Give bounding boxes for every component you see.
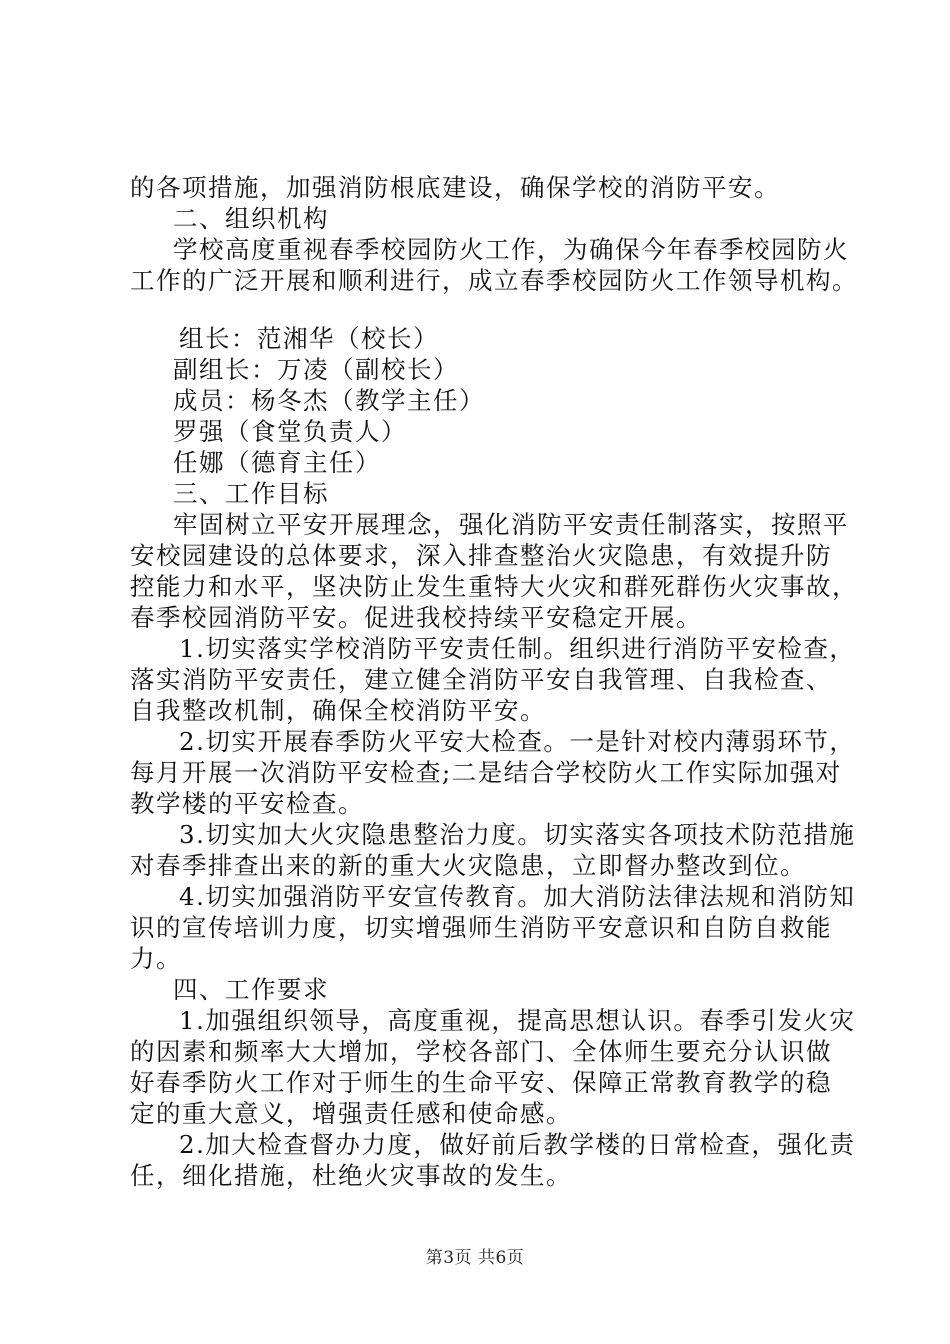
text-line: 对春季排查出来的新的重大火灾隐患，立即督办整改到位。 [130,851,806,880]
list-item-line: 2.加大检查督办力度，做好前后教学楼的日常检查，强化责 [179,1130,856,1159]
text-line: 识的宣传培训力度，切实增强师生消防平安意识和自防自救能 [130,913,832,942]
section-heading: 二、组织机构 [173,204,329,233]
text-line: 教学楼的平安检查。 [130,789,364,818]
text-line: 春季校园消防平安。促进我校持续平安稳定开展。 [130,603,702,632]
list-item-line: 3.切实加大火灾隐患整治力度。切实落实各项技术防范措施 [179,820,856,849]
text-line: 牢固树立平安开展理念，强化消防平安责任制落实，按照平 [173,510,849,539]
text-line: 的各项措施，加强消防根底建设，确保学校的消防平安。 [130,173,780,202]
text-line: 每月开展一次消防平安检查;二是结合学校防火工作实际加强对 [130,758,842,787]
text-line: 控能力和水平，坚决防止发生重特大火灾和群死群伤火灾事故， [130,572,858,601]
text-line: 学校高度重视春季校园防火工作，为确保今年春季校园防火 [173,235,849,264]
text-line: 工作的广泛开展和顺利进行，成立春季校园防火工作领导机构。 [130,266,858,295]
text-line: 力。 [130,944,182,973]
section-heading: 三、工作目标 [173,479,329,508]
text-line: 的因素和频率大大增加，学校各部门、全体师生要充分认识做 [130,1037,832,1066]
member-line: 成员：杨冬杰（教学主任） [173,386,485,415]
text-line: 安校园建设的总体要求，深入排查整治火灾隐患，有效提升防 [130,541,832,570]
text-line: 定的重大意义，增强责任感和使命感。 [130,1099,572,1128]
text-line: 落实消防平安责任，建立健全消防平安自我管理、自我检查、 [130,665,832,694]
list-item-line: 1.加强组织领导，高度重视，提高思想认识。春季引发火灾 [179,1006,856,1035]
text-line: 自我整改机制，确保全校消防平安。 [130,696,546,725]
member-line: 罗强（食堂负责人） [173,417,407,446]
text-line: 好春季防火工作对于师生的生命平安、保障正常教育教学的稳 [130,1068,832,1097]
page-number-footer: 第3页 共6页 [425,1248,525,1268]
list-item-line: 4.切实加强消防平安宣传教育。加大消防法律法规和消防知 [179,882,856,911]
blank-line [130,296,850,323]
member-line: 组长：范湘华（校长） [179,324,439,353]
list-item-line: 2.切实开展春季防火平安大检查。一是针对校内薄弱环节， [179,727,856,756]
member-line: 副组长：万凌（副校长） [173,355,459,384]
section-heading: 四、工作要求 [173,975,329,1004]
document-body [130,172,858,1191]
list-item-line: 1.切实落实学校消防平安责任制。组织进行消防平安检查， [179,634,856,663]
text-line: 任，细化措施，杜绝火灾事故的发生。 [130,1161,572,1190]
member-line: 任娜（德育主任） [173,448,381,477]
